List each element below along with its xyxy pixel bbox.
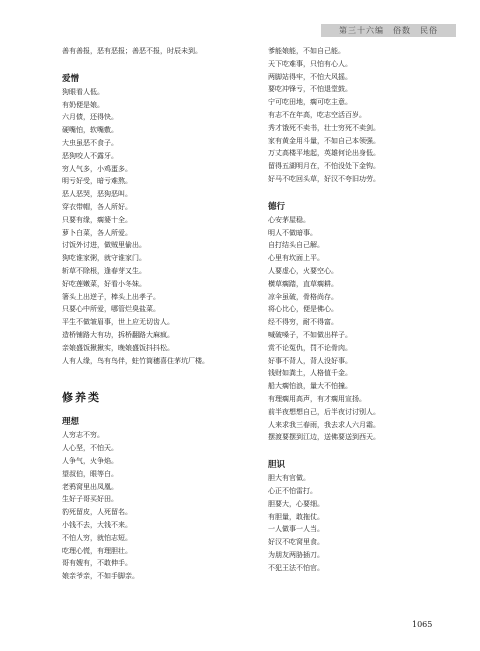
proverb-line: 喊破嗓子，不如做出样子。	[268, 330, 352, 339]
proverb-line: 人有人缘，鸟有鸟伴，蛀竹筒穗喜住茅坑厂楼。	[62, 356, 209, 365]
proverb-line: 斩草不除根，逢春芽又生。	[62, 266, 146, 275]
running-header: 第三十六编 俗数 民俗	[321, 24, 456, 37]
proverb-line: 硬嘴怕，软嘴敷。	[62, 126, 118, 135]
section-heading-aiqing: 爱憎	[62, 73, 80, 84]
proverb-line: 爹能娘能，不如自己能。	[268, 47, 345, 55]
proverb-line: 胆大有官做。	[268, 474, 310, 483]
proverb-line: 好马不吃回头草，好汉不夸旧功劳。	[268, 174, 380, 183]
proverb-line: 大虫虽恶不食子。	[62, 138, 118, 147]
proverb-line: 恶人恶哭，恶狗恶叫。	[62, 190, 132, 199]
proverb-line: 船大瘸怕浪，量大不怕撞。	[268, 382, 352, 391]
proverb-line: 吃理心慌，有理胆壮。	[62, 546, 132, 555]
proverb-line: 善有善报，恶有恶报；善恶不报，时辰未到。	[62, 47, 202, 55]
proverb-line: 好汉不吃窝里食。	[268, 538, 324, 547]
proverb-line: 有奶便是娘。	[62, 100, 104, 109]
proverb-line: 前半夜想想自己，后半夜讨讨别人。	[268, 407, 380, 416]
proverb-line: 有胆量，敢拖仗。	[268, 512, 324, 521]
proverb-line: 两脚站得牢，不怕大风摇。	[268, 72, 352, 81]
proverb-line: 宁可吃田地，瘸可吃主意。	[268, 98, 352, 107]
proverb-line: 有志不在年高，吃志空活百岁。	[268, 110, 366, 119]
proverb-line: 将心比心，便是佛心。	[268, 305, 338, 314]
proverb-line: 平生不做皱眉事，世上应无切齿人。	[62, 318, 174, 327]
left-intro-block	[62, 45, 262, 58]
proverb-line: 留得五湖明月在，不怕没处下金钩。	[268, 162, 380, 171]
section-lixiang-lines	[62, 429, 262, 583]
proverb-line: 家有黄金用斗量，不如自己本领强。	[268, 136, 380, 145]
proverb-line: 秀才饿死不卖书，壮士穷死不卖剑。	[268, 123, 380, 132]
proverb-line: 萝卜白菜，各人所爱。	[62, 228, 132, 237]
proverb-line: 胆要大，心要细。	[268, 499, 324, 508]
proverb-line: 赏不论冤仇，罚不论骨肉。	[268, 343, 352, 352]
proverb-line: 人要虚心，火要空心。	[268, 266, 338, 275]
proverb-line: 好事不背人，背人没好事。	[268, 356, 352, 365]
proverb-line: 人心坚，不怕天。	[62, 444, 118, 453]
proverb-line: 讨饭外讨进，做贼里偷出。	[62, 241, 146, 250]
section-heading-lixiang: 理想	[62, 417, 80, 428]
proverb-line: 一人做事一人当。	[268, 525, 324, 534]
proverb-line: 人穷志不穷。	[62, 431, 104, 440]
proverb-line: 望叔伯，眼等白。	[62, 469, 118, 478]
proverb-line: 心安茅屋稳。	[268, 215, 310, 224]
proverb-line: 人来求我三春雨，我去求人六月霜。	[268, 420, 380, 429]
proverb-line: 不犯王法不怕官。	[268, 563, 324, 572]
proverb-line: 六月债，还得快。	[62, 113, 118, 122]
proverb-line: 娘亲爷亲，不如手脚亲。	[62, 572, 139, 581]
proverb-line: 造桥铺路大有功，拆桥翻路大麻疯。	[62, 330, 174, 339]
proverb-line: 箸头上出逆子，棒头上出孝子。	[62, 292, 160, 301]
proverb-line: 穿衣带帽，各人所好。	[62, 202, 132, 211]
proverb-line: 只要有缘，瘸婆十全。	[62, 215, 132, 224]
section-aiqing-lines	[62, 86, 262, 368]
proverb-line: 哥有嫂有，不敢伸手。	[62, 559, 132, 568]
proverb-line: 为朋友两胁插刀。	[268, 550, 324, 559]
left-column	[62, 45, 262, 583]
part-title-xiuyang: 修养类	[62, 391, 101, 405]
proverb-line: 狗眼看人低。	[62, 87, 104, 96]
proverb-line: 摆渡要摆到江边，送佛要送到西天。	[268, 433, 380, 442]
proverb-line: 恶狗咬人不露牙。	[62, 151, 118, 160]
proverb-line: 只要心中所爱，哪管烂臭盐菜。	[62, 305, 160, 314]
page-number: 1065	[412, 620, 433, 629]
section-heading-danshi: 胆识	[268, 460, 286, 471]
section-danshi-lines	[268, 472, 468, 574]
proverb-line: 豹死留皮，人死留名。	[62, 508, 132, 517]
proverb-line: 有理瘸用高声，有才瘸用宣扬。	[268, 394, 366, 403]
proverb-line: 小钱不去，大钱不来。	[62, 520, 132, 529]
proverb-line: 穷人气多，小鸡蛋多。	[62, 164, 132, 173]
proverb-line: 明人不做暗事。	[268, 228, 317, 237]
proverb-line: 亲娘盛饭揪揪实，晚娘盛饭抖抖松。	[62, 343, 174, 352]
proverb-line: 自打结头自己解。	[268, 241, 324, 250]
proverb-line: 经不得穷，耐不得富。	[268, 318, 338, 327]
proverb-line: 心里有坎面上平。	[268, 254, 324, 263]
proverb-line: 人争气，火争焰。	[62, 456, 118, 465]
proverb-line: 心正不怕雷打。	[268, 486, 317, 495]
proverb-line: 钱财如粪土，人格值千金。	[268, 369, 352, 378]
proverb-line: 要吃冲锋亏，不怕退堂鼓。	[268, 85, 352, 94]
proverb-line: 凉伞虽破，骨格尚存。	[268, 292, 338, 301]
proverb-line: 好吃莲嫩菜，好看小冬妹。	[62, 279, 146, 288]
proverb-line: 生好子哥买好田。	[62, 495, 118, 504]
right-intro-block	[268, 45, 468, 186]
proverb-line: 不怕人穷，就怕志短。	[62, 533, 132, 542]
proverb-line: 万丈高楼平地起，英雄何论出身低。	[268, 149, 380, 158]
section-heading-daoxing: 德行	[268, 201, 286, 212]
proverb-line: 狗吃谁家粥，就守谁家门。	[62, 254, 146, 263]
proverb-line: 天下吃难事，只怕有心人。	[268, 59, 352, 68]
proverb-line: 老鸦窝里出凤凰。	[62, 482, 118, 491]
proverb-line: 明亏好受，暗亏难熬。	[62, 177, 132, 186]
section-daoxing-lines	[268, 214, 468, 444]
proverb-line: 横草瘸踏，直草瘸耕。	[268, 279, 338, 288]
right-column	[268, 45, 468, 574]
